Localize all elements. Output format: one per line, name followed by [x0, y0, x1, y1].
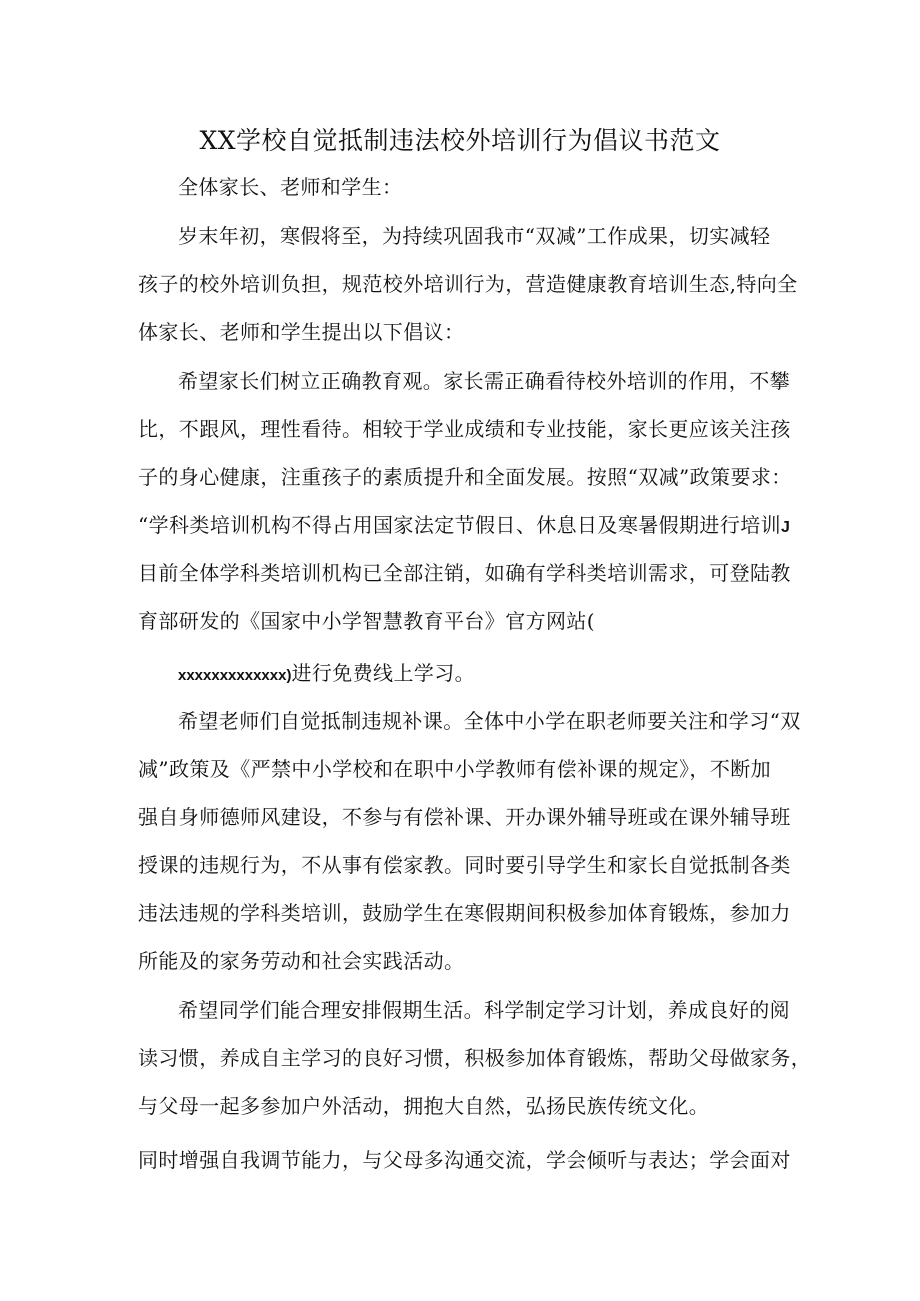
paragraph-2-line-4: [138, 511, 791, 542]
paragraph-3-line-3: 强自身师德师风建设，不参与有偿补课、开办课外辅导班或在课外辅导班: [138, 805, 791, 829]
paragraph-2-line-2: 比，不跟风，理性看待。相较于学业成绩和专业技能，家长更应该关注孩: [138, 417, 791, 441]
document-title: XX学校自觉抵制违法校外培训行为倡议书范文: [199, 126, 721, 155]
paragraph-2-line-7-text: 进行免费线上学习。: [291, 661, 476, 685]
paragraph-3-line-1: 希望老师们自觉抵制违规补课。全体中小学在职老师要关注和学习“双: [178, 709, 801, 733]
paragraph-1-line-3: 体家长、老师和学生提出以下倡议：: [138, 320, 465, 344]
paragraph-1-line-1: 岁末年初，寒假将至，为持续巩固我市“双减”工作成果，切实减轻: [178, 224, 771, 248]
greeting: 全体家长、老师和学生：: [178, 175, 403, 199]
paragraph-2-line-3: 子的身心健康，注重孩子的素质提升和全面发展。按照“双减”政策要求：: [138, 465, 792, 489]
paragraph-3-line-2: 减”政策及《严禁中小学校和在职中小学教师有偿补课的规定》，不断加: [138, 757, 772, 781]
paragraph-3-line-6: 所能及的家务劳动和社会实践活动。: [138, 949, 465, 973]
paragraph-2-line-7: [178, 659, 788, 690]
website-url: xxxxxxxxxxxxx): [178, 667, 292, 684]
paragraph-4-line-3: 与父母一起多参加户外活动，拥抱大自然，弘扬民族传统文化。: [138, 1094, 710, 1118]
paragraph-2-line-1: 希望家长们树立正确教育观。家长需正确看待校外培训的作用，不攀: [178, 369, 790, 393]
paragraph-2-line-4-suffix: J: [781, 519, 791, 536]
paragraph-5-line-1: 同时增强自我调节能力，与父母多沟通交流，学会倾听与表达；学会面对: [138, 1148, 791, 1172]
paragraph-3-line-4: 授课的违规行为，不从事有偿家教。同时要引导学生和家长自觉抵制各类: [138, 853, 791, 877]
paragraph-2-line-6: 育部研发的《国家中小学智慧教育平台》官方网站(: [138, 609, 596, 633]
paragraph-4-line-1: 希望同学们能合理安排假期生活。科学制定学习计划，养成良好的阅: [178, 998, 790, 1022]
paragraph-2-line-5: 目前全体学科类培训机构已全部注销，如确有学科类培训需求，可登陆教: [138, 561, 791, 585]
paragraph-2-line-4-text: “学科类培训机构不得占用国家法定节假日、休息日及寒暑假期进行培训: [138, 513, 782, 537]
paragraph-3-line-5: 违法违规的学科类培训，鼓励学生在寒假期间积极参加体育锻炼，参加力: [138, 901, 791, 925]
paragraph-1-line-2: 孩子的校外培训负担，规范校外培训行为，营造健康教育培训生态,特向全: [138, 272, 798, 296]
paragraph-4-line-2: 读习惯，养成自主学习的良好习惯，积极参加体育锻炼，帮助父母做家务，: [138, 1046, 812, 1070]
